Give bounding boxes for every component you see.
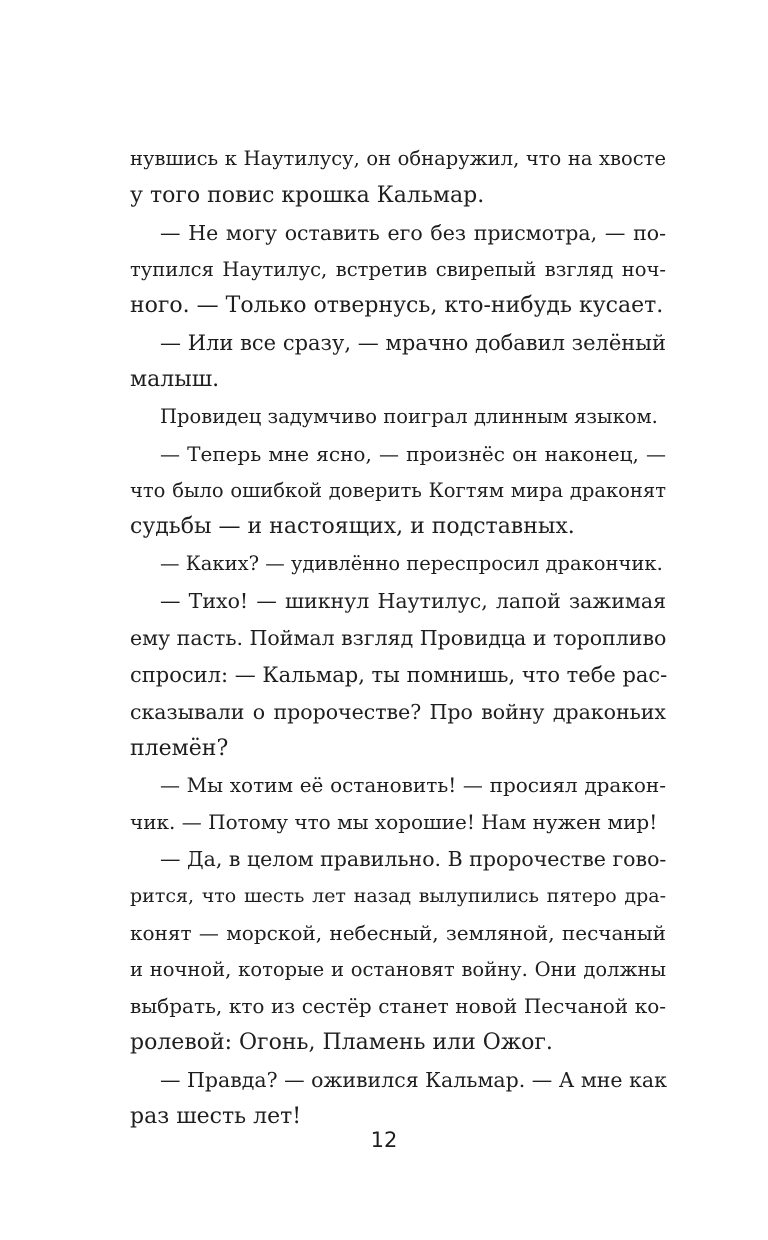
page-number: 12: [370, 1128, 398, 1152]
text-line: спросил: — Кальмар, ты помнишь, что тебе рас-: [130, 662, 668, 687]
text-line: ролевой: Огонь, Пламень или Ожог.: [130, 1030, 553, 1056]
text-line: ему пасть. Поймал взгляд Провидца и торопливо: [130, 625, 667, 650]
text-line: сказывали о пророчестве? Про войну драконьих: [130, 699, 666, 724]
text-line: — Теперь мне ясно, — произнёс он наконец, —: [160, 441, 666, 466]
text-line: чик. — Потому что мы хорошие! Нам нужен мир!: [130, 810, 658, 835]
text-line: и ночной, которые и остановят войну. Они должны: [130, 957, 666, 981]
text-line: выбрать, кто из сестёр станет новой Песчаной ко-: [130, 994, 666, 1019]
text-line: — Тихо! — шикнул Наутилус, лапой зажимая: [160, 589, 666, 614]
text-line: — Каких? — удивлённо переспросил дракончик.: [160, 552, 663, 576]
text-line: — Или все сразу, — мрачно добавил зелёный: [160, 331, 666, 356]
text-line: — Да, в целом правильно. В пророчестве гово-: [160, 847, 667, 872]
text-line: раз шесть лет!: [130, 1103, 302, 1129]
text-line: Провидец задумчиво поиграл длинным языком.: [160, 404, 658, 428]
text-line: судьбы — и настоящих, и подставных.: [130, 514, 575, 540]
text-line: — Правда? — оживился Кальмар. — А мне как: [160, 1068, 667, 1093]
text-line: — Мы хотим её остановить! — просиял дракон-: [160, 773, 666, 798]
text-line: племён?: [130, 735, 229, 761]
text-line: у того повис крошка Кальмар.: [130, 182, 485, 208]
text-line: малыш.: [130, 367, 220, 393]
text-line: рится, что шесть лет назад вылупились пятеро дра-: [130, 884, 666, 907]
text-line: что было ошибкой доверить Когтям мира драконят: [130, 478, 666, 502]
text-line: нувшись к Наутилусу, он обнаружил, что на хвосте: [130, 147, 666, 170]
text-line: тупился Наутилус, встретив свирепый взгляд ноч-: [130, 257, 666, 281]
body-text: [130, 141, 666, 1136]
text-line: ного. — Только отвернусь, кто-нибудь кусает.: [130, 293, 664, 319]
text-line: — Не могу оставить его без присмотра, — по-: [160, 220, 666, 245]
text-line: конят — морской, небесный, земляной, песчаный: [130, 920, 666, 945]
